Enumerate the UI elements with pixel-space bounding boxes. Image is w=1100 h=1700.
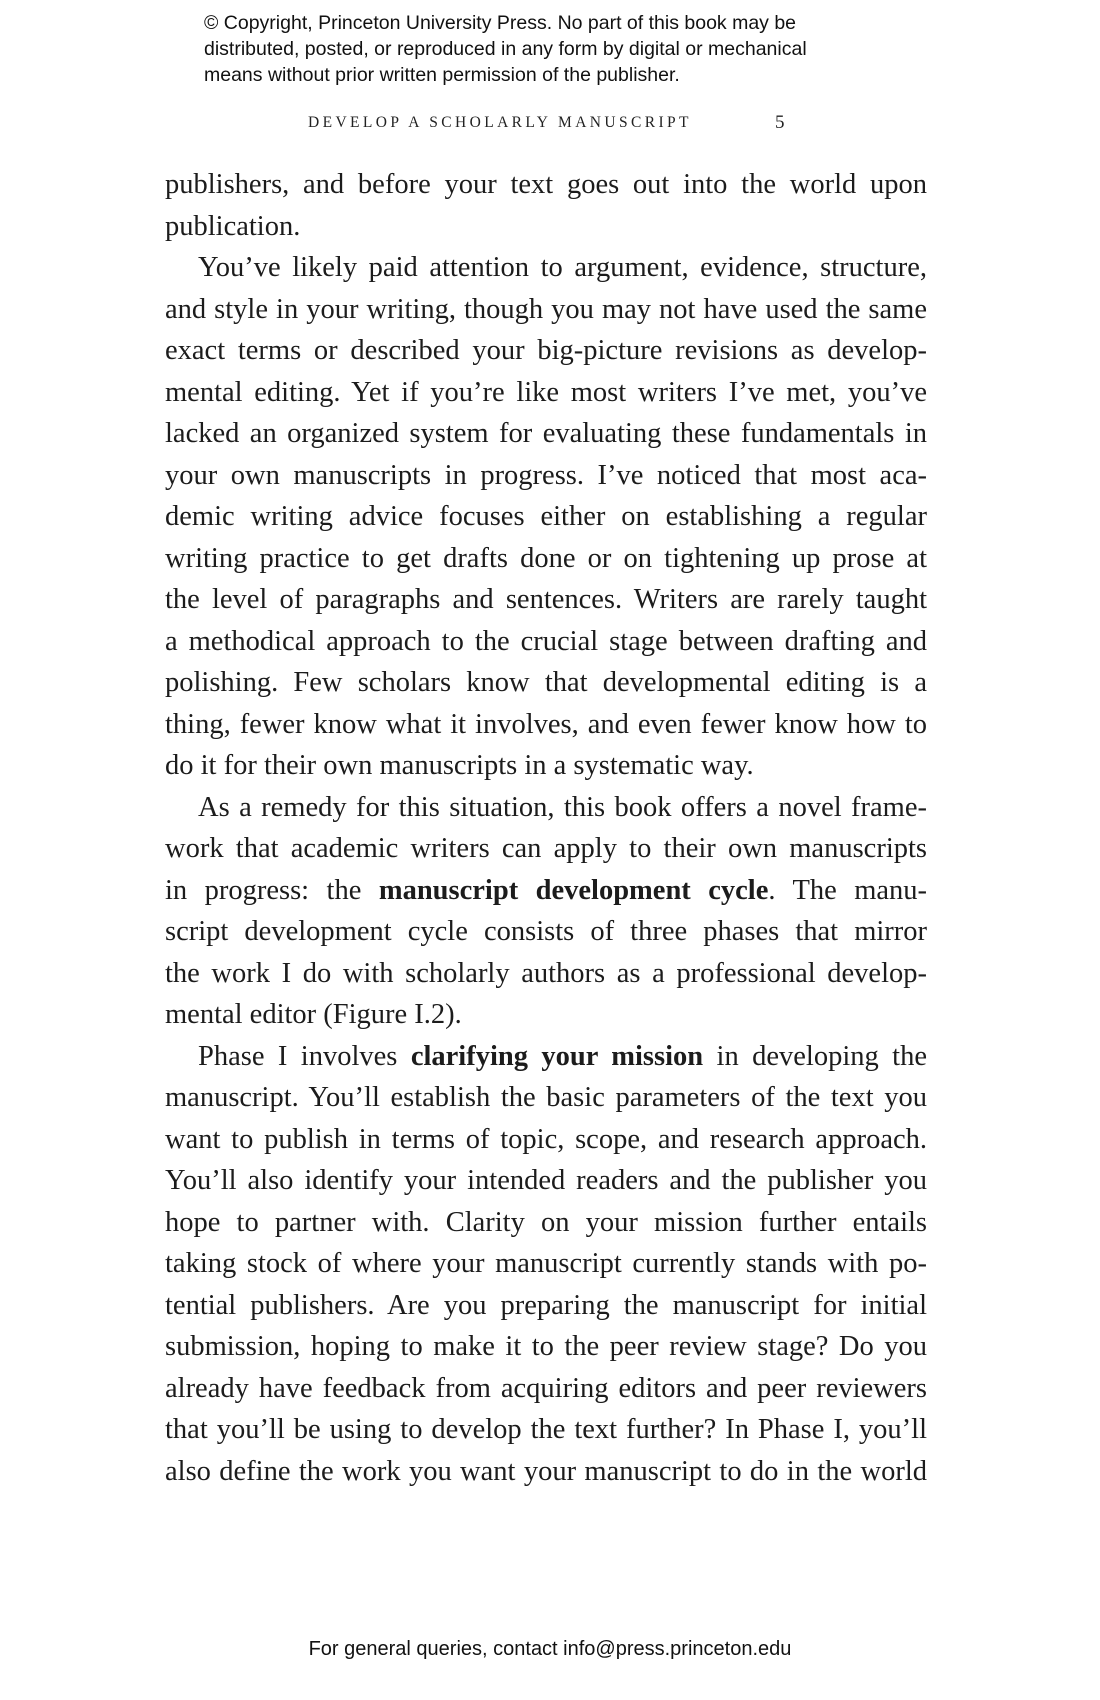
text-line: also define the work you want your manuscript to do in the world [165,1455,927,1487]
text-line [165,870,927,912]
text-line: You’ll also identify your intended readers and the publisher you [165,1165,927,1196]
text-line [165,1036,927,1078]
text-line: do it for their own manuscripts in a systematic way. [165,750,754,781]
text-line: exact terms or described your big-picture revisions as develop- [165,335,927,366]
text-line: publishers, and before your text goes out into the world upon [165,169,927,200]
text-run: . The manu- [768,874,927,906]
text-line: thing, fewer know what it involves, and even fewer know how to [165,708,927,740]
key-term-manuscript-development-cycle: manuscript development cycle [378,874,769,906]
text-line: a methodical approach to the crucial stage between drafting and [165,625,927,657]
copyright-line: means without prior written permission of the publisher. [204,64,680,86]
running-head-title: DEVELOP A SCHOLARLY MANUSCRIPT [308,114,692,131]
page-number: 5 [775,112,785,133]
text-line: the work I do with scholarly authors as a professional develop- [165,957,927,989]
text-run: Phase I involves [198,1040,411,1072]
text-line: hope to partner with. Clarity on your mission further entails [165,1206,927,1238]
text-line: demic writing advice focuses either on establishing a regular [165,501,927,532]
text-line: submission, hoping to make it to the peer review stage? Do you [165,1331,927,1362]
text-line: taking stock of where your manuscript currently stands with po- [165,1248,927,1279]
text-run: in progress: the [165,874,379,906]
copyright-notice [204,10,964,88]
text-line: already have feedback from acquiring editors and peer reviewers [165,1372,927,1404]
text-line: polishing. Few scholars know that developmental editing is a [165,667,927,698]
text-line: lacked an organized system for evaluating these fundamentals in [165,418,927,449]
text-line: mental editor (Figure I.2). [165,999,462,1030]
text-line: As a remedy for this situation, this book offers a novel frame- [198,791,927,823]
text-line: that you’ll be using to develop the text further? In Phase I, you’ll [165,1414,927,1445]
text-line: publication. [165,210,301,242]
text-line: work that academic writers can apply to their own manuscripts [165,833,927,864]
text-line: the level of paragraphs and sentences. Writers are rarely taught [165,584,927,615]
copyright-line: © Copyright, Princeton University Press. No part of this book may be [204,12,797,34]
text-line: want to publish in terms of topic, scope, and research approach. [165,1123,927,1155]
text-line: You’ve likely paid attention to argument, evidence, structure, [198,252,927,283]
text-run: in developing the [703,1040,927,1072]
text-line: your own manuscripts in progress. I’ve noticed that most aca- [165,459,927,491]
text-line: script development cycle consists of three phases that mirror [165,916,927,947]
key-term-clarifying-your-mission: clarifying your mission [410,1040,704,1072]
text-line: writing practice to get drafts done or on tightening up prose at [165,542,927,574]
text-line: mental editing. Yet if you’re like most writers I’ve met, you’ve [165,376,927,408]
text-line: and style in your writing, though you may not have used the same [165,293,927,325]
text-line: tential publishers. Are you preparing the manuscript for initial [165,1289,927,1321]
footer-contact: For general queries, contact info@press.princeton.edu [308,1638,792,1660]
copyright-line: distributed, posted, or reproduced in any form by digital or mechanical [204,38,807,60]
body-text [165,164,927,1492]
text-line: manuscript. You’ll establish the basic parameters of the text you [165,1082,927,1113]
